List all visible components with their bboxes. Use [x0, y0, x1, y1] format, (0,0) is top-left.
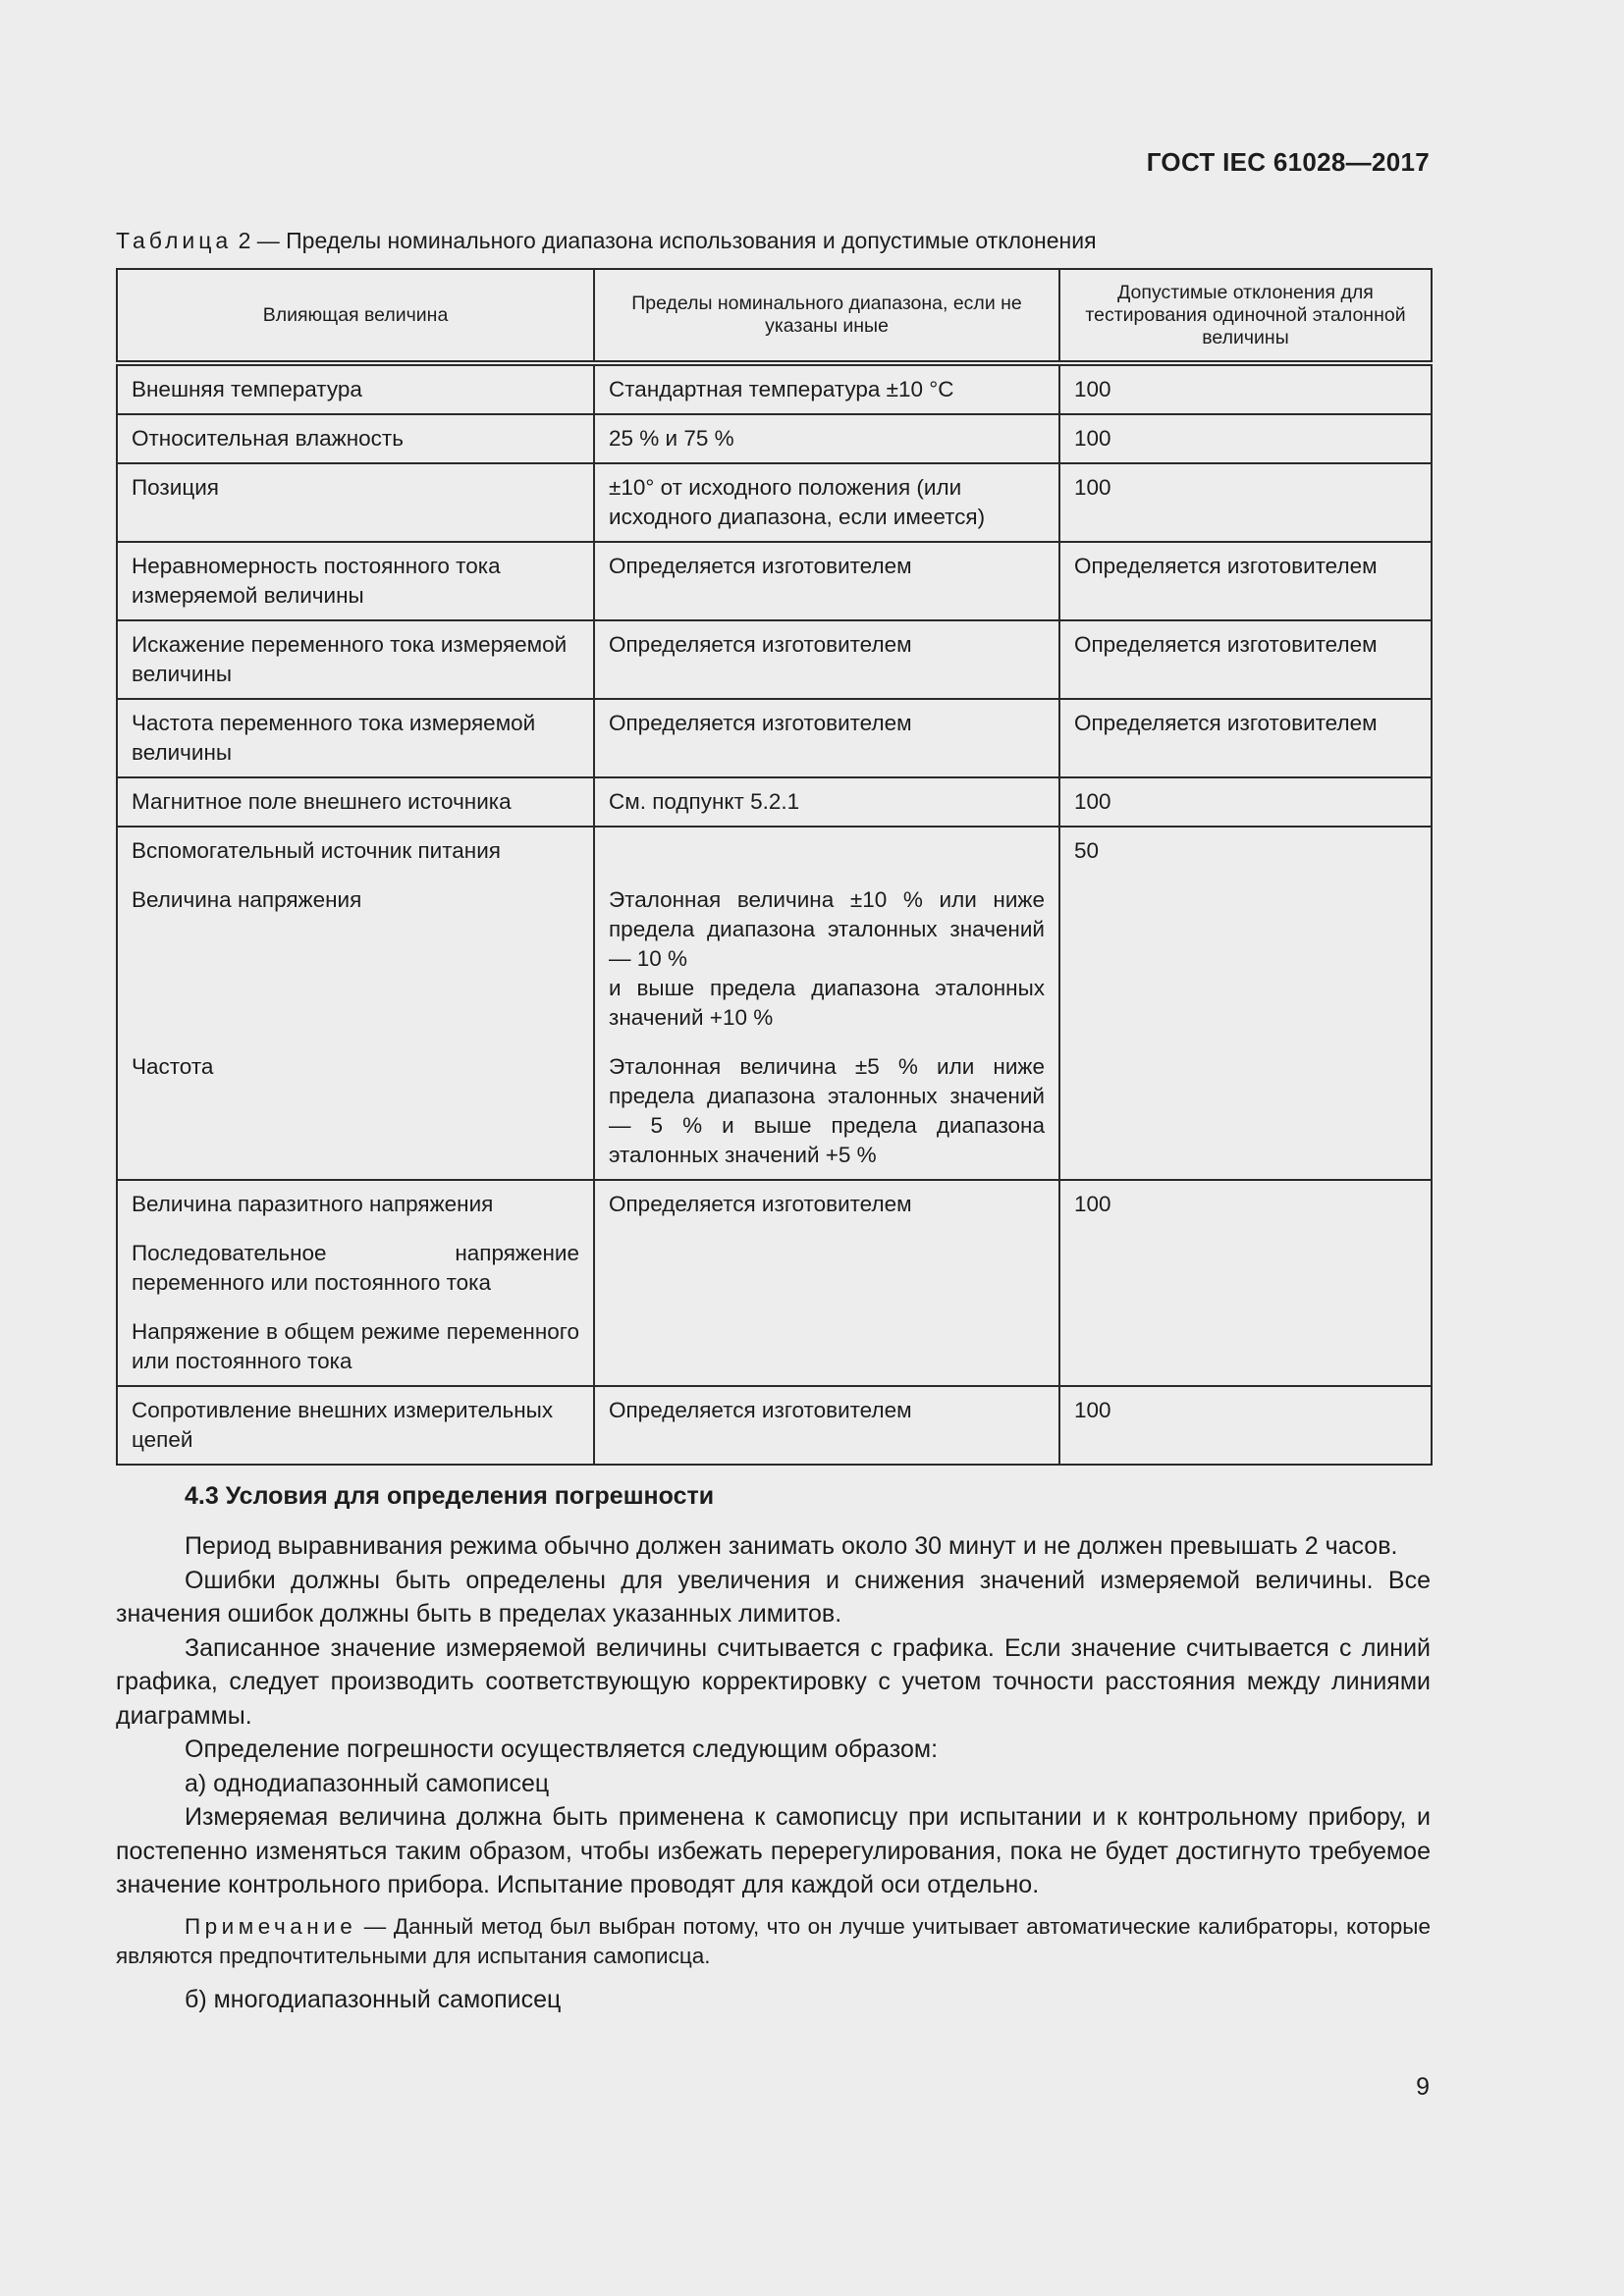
paragraph: Период выравнивания режима обычно должен занимать около 30 минут и не должен превышать 2 часов.	[185, 1532, 1398, 1560]
cell-deviation: 100	[1059, 1180, 1432, 1386]
list-item-a: а) однодиапазонный самописец	[185, 1769, 550, 1797]
limits-table	[116, 268, 1433, 1466]
paragraph: Измеряемая величина должна быть применена к самописцу при испытании и к контрольному прибору, и постепенно изменяться таким образом, чтобы избежать перерегулирования, пока не будет достигнуто требуемое значение контрольного прибора. Испытание проводят для каждой оси отдельно.	[116, 1803, 1431, 1898]
table-caption-label: Таблица	[116, 228, 233, 253]
cell-deviation: 100	[1059, 777, 1432, 827]
cell-limits: Определяется изготовителем	[594, 542, 1059, 620]
cell-limits: Определяется изготовителем	[594, 620, 1059, 699]
table-caption-text: 2 — Пределы номинального диапазона использования и допустимые отклонения	[232, 228, 1097, 253]
list-item-b: б) многодиапазонный самописец	[185, 1985, 562, 2013]
cell-quantity: Частота переменного тока измеряемой величины	[117, 699, 594, 777]
aux-frequency-label: Частота	[132, 1054, 214, 1079]
table-row	[117, 542, 1432, 620]
cell-deviation: 100	[1059, 363, 1432, 414]
cell-deviation: 100	[1059, 1386, 1432, 1465]
cell-limits: Определяется изготовителем	[594, 1386, 1059, 1465]
paragraph: Ошибки должны быть определены для увеличения и снижения значений измеряемой величины. Все значения ошибок должны быть в пределах указанных лимитов.	[116, 1566, 1431, 1628]
cell-quantity: Внешняя температура	[117, 363, 594, 414]
cell-quantity: Относительная влажность	[117, 414, 594, 463]
table-row-parasitic	[117, 1180, 1432, 1386]
cell-limits: Определяется изготовителем	[594, 699, 1059, 777]
cell-quantity: Искажение переменного тока измеряемой величины	[117, 620, 594, 699]
page-number: 9	[1416, 2073, 1430, 2101]
table-row-aux-power	[117, 827, 1432, 1180]
cell-limits: См. подпункт 5.2.1	[594, 777, 1059, 827]
table-row	[117, 414, 1432, 463]
table-row	[117, 1386, 1432, 1465]
cell-deviation: Определяется изготовителем	[1059, 699, 1432, 777]
cell-deviation: 100	[1059, 414, 1432, 463]
section-body	[116, 1529, 1431, 2016]
cell-deviation: Определяется изготовителем	[1059, 620, 1432, 699]
table-row	[117, 777, 1432, 827]
parasitic-series: Последовательное напряжение переменного или постоянного тока	[132, 1241, 579, 1295]
paragraph: Определение погрешности осуществляется следующим образом:	[185, 1735, 939, 1763]
table-header-row	[117, 269, 1432, 363]
cell-limits: ±10° от исходного положения (или исходного диапазона, если имеется)	[594, 463, 1059, 542]
aux-voltage-limits: Эталонная величина ±10 % или ниже предела диапазона эталонных значений — 10 %	[609, 887, 1045, 971]
cell-limits: Стандартная температура ±10 °C	[594, 363, 1059, 414]
aux-frequency-limits: Эталонная величина ±5 % или ниже предела диапазона эталонных значений — 5 % и выше предела диапазона эталонных значений +5 %	[609, 1054, 1045, 1167]
table-row	[117, 620, 1432, 699]
table-row	[117, 363, 1432, 414]
cell-quantity: Магнитное поле внешнего источника	[117, 777, 594, 827]
parasitic-common: Напряжение в общем режиме переменного или постоянного тока	[132, 1319, 579, 1373]
cell-limits: Определяется изготовителем	[594, 1180, 1059, 1386]
aux-voltage-label: Величина напряжения	[132, 887, 362, 912]
standard-code: ГОСТ IEC 61028—2017	[1146, 147, 1430, 177]
cell-quantity	[117, 1180, 594, 1386]
aux-voltage-limits-2: и выше предела диапазона эталонных значений +10 %	[609, 976, 1045, 1030]
cell-quantity: Позиция	[117, 463, 594, 542]
cell-limits: 25 % и 75 %	[594, 414, 1059, 463]
table-caption	[116, 228, 1432, 254]
paragraph: Записанное значение измеряемой величины считывается с графика. Если значение считывается с линий графика, следует производить соответствующую корректировку с учетом точности расстояния между линиями диаграммы.	[116, 1633, 1431, 1730]
note-text: — Данный метод был выбран потому, что он лучше учитывает автоматические калибраторы, которые являются предпочтительными для испытания самописца.	[116, 1913, 1431, 1968]
cell-limits	[594, 827, 1059, 1180]
section-title: 4.3 Условия для определения погрешности	[185, 1482, 715, 1510]
table-row	[117, 463, 1432, 542]
table-row	[117, 699, 1432, 777]
cell-deviation: Определяется изготовителем	[1059, 542, 1432, 620]
note	[116, 1912, 1431, 1971]
cell-deviation: 100	[1059, 463, 1432, 542]
cell-deviation: 50	[1059, 827, 1432, 1180]
header-permissible-deviation: Допустимые отклонения для тестирования одиночной эталонной величины	[1059, 269, 1432, 363]
cell-quantity	[117, 827, 594, 1180]
cell-quantity: Неравномерность постоянного тока измеряемой величины	[117, 542, 594, 620]
header-nominal-range: Пределы номинального диапазона, если не указаны иные	[594, 269, 1059, 363]
parasitic-title: Величина паразитного напряжения	[132, 1192, 494, 1216]
note-label: Примечание	[185, 1913, 357, 1939]
header-influence-quantity: Влияющая величина	[117, 269, 594, 363]
cell-quantity: Сопротивление внешних измерительных цепей	[117, 1386, 594, 1465]
aux-power-title: Вспомогательный источник питания	[132, 838, 501, 863]
